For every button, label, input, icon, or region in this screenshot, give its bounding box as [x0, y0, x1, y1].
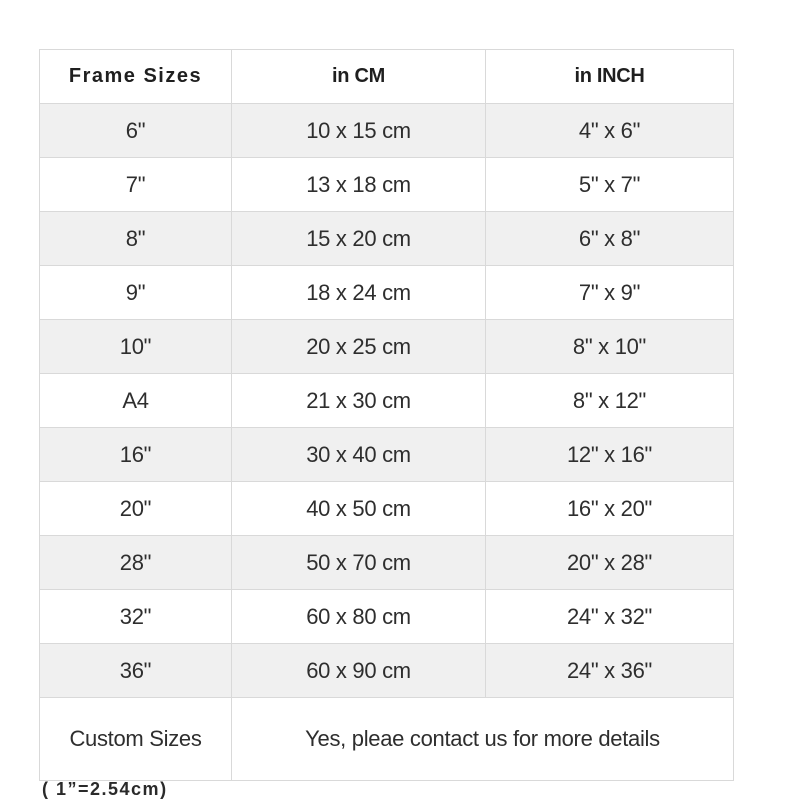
inch-size-cell: 5" x 7" [486, 158, 734, 212]
inch-size-cell: 16" x 20" [486, 482, 734, 536]
table-row [40, 482, 734, 536]
inch-size-cell: 12" x 16" [486, 428, 734, 482]
table-row [40, 104, 734, 158]
custom-sizes-row [40, 698, 734, 781]
frame-size-table [39, 49, 734, 781]
cm-size-cell: 20 x 25 cm [232, 320, 486, 374]
frame-size-cell: 10" [40, 320, 232, 374]
inch-size-cell: 7" x 9" [486, 266, 734, 320]
frame-size-cell: 28" [40, 536, 232, 590]
cm-size-cell: 40 x 50 cm [232, 482, 486, 536]
cm-size-cell: 10 x 15 cm [232, 104, 486, 158]
table-row [40, 158, 734, 212]
table-row [40, 212, 734, 266]
header-in-inch: in INCH [486, 50, 734, 104]
custom-sizes-text: Yes, pleae contact us for more details [232, 698, 734, 781]
inch-size-cell: 8" x 10" [486, 320, 734, 374]
cm-size-cell: 21 x 30 cm [232, 374, 486, 428]
inch-size-cell: 4" x 6" [486, 104, 734, 158]
inch-size-cell: 20" x 28" [486, 536, 734, 590]
inch-size-cell: 8" x 12" [486, 374, 734, 428]
frame-size-cell: 20" [40, 482, 232, 536]
header-frame-sizes: Frame Sizes [40, 50, 232, 104]
table-row [40, 644, 734, 698]
table-row [40, 266, 734, 320]
table-row [40, 320, 734, 374]
frame-size-cell: 6" [40, 104, 232, 158]
cm-size-cell: 50 x 70 cm [232, 536, 486, 590]
cm-size-cell: 15 x 20 cm [232, 212, 486, 266]
cm-size-cell: 30 x 40 cm [232, 428, 486, 482]
frame-size-cell: A4 [40, 374, 232, 428]
conversion-note: ( 1”=2.54cm) [42, 779, 168, 799]
table-row [40, 428, 734, 482]
inch-size-cell: 24" x 32" [486, 590, 734, 644]
cm-size-cell: 18 x 24 cm [232, 266, 486, 320]
frame-size-cell: 9" [40, 266, 232, 320]
inch-size-cell: 6" x 8" [486, 212, 734, 266]
cm-size-cell: 60 x 80 cm [232, 590, 486, 644]
frame-size-cell: 8" [40, 212, 232, 266]
table-header-row [40, 50, 734, 104]
cm-size-cell: 60 x 90 cm [232, 644, 486, 698]
custom-sizes-label: Custom Sizes [40, 698, 232, 781]
cm-size-cell: 13 x 18 cm [232, 158, 486, 212]
frame-size-cell: 7" [40, 158, 232, 212]
frame-size-cell: 16" [40, 428, 232, 482]
header-in-cm: in CM [232, 50, 486, 104]
frame-size-cell: 32" [40, 590, 232, 644]
inch-size-cell: 24" x 36" [486, 644, 734, 698]
table-row [40, 536, 734, 590]
frame-size-cell: 36" [40, 644, 232, 698]
table-row [40, 374, 734, 428]
table-row [40, 590, 734, 644]
